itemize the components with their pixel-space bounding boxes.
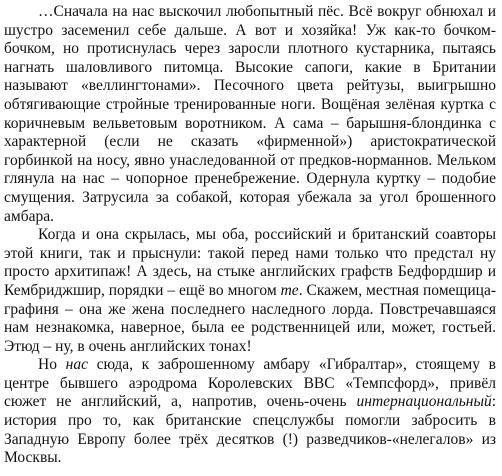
paragraph-3-text-part-2: сюда, к заброшенному амбару «Гибралтар», стоящему в центре бывшего аэродрома Королевских ВВС «Темпсфорд», привёл сюжет не английский, а, напротив, очень-очень — [4, 356, 496, 411]
paragraph-2-italic-word: те — [280, 281, 299, 299]
paragraph-3-text-part-1: Но — [38, 356, 66, 374]
paragraph-3-italic-word-2: интернациональный — [356, 393, 492, 411]
paragraph-2-text-part-1: Когда и она скрылась, мы оба, российский и британский соавторы этой книги, так и прыснули: такой перед нами только что предстал ну просто архитипаж! А здесь, на стыке английских графств Бедфордшир и Кембриджшир, порядки – ещё во многом — [4, 226, 496, 299]
paragraph-3 — [4, 356, 496, 468]
paragraph-2 — [4, 226, 496, 356]
paragraph-1-text: …Сначала на нас выскочил любопытный пёс. Всё вокруг обнюхал и шустро засеменил себе дальше. А вот и хозяйка! Уж как-то бочком-бочком, но протиснулась через заросли плотного кустарника, пытаясь нагнать шаловливого питомца. Высокие сапоги, какие в Британии называют «веллингтонами». Песочного цвета рейтузы, выигрышно обтягивающие стройные тренированные ноги. Вощёная зелёная куртка с коричневым вельветовым воротником. А сама – барышня-блондинка с характерной (если не сказать «фирменной») аристократической горбинкой на носу, явно унаследованной от предков-норманнов. Мельком глянула на нас – чопорное пренебрежение. Одернула куртку – подобие смущения. Затрусила за собакой, которая убежала за угол брошенного амбара. — [4, 3, 496, 225]
paragraph-3-italic-word-1: нас — [65, 356, 88, 374]
paragraph-1 — [4, 3, 496, 226]
paragraph-2-text-part-2: . Скажем, местная помещица-графиня – она же жена последнего наследного лорда. Повстречавшаяся нам незнакомка, наверное, была ее родственницей или, может, гостьей. Этюд – ну, в очень английских тонах! — [4, 281, 497, 355]
paragraph-3-text-part-3: : история про то, как британские спецслужбы помогли забросить в Западную Европу более трёх десятков (!) разведчиков-«нелегалов» из Москвы. — [4, 393, 496, 467]
